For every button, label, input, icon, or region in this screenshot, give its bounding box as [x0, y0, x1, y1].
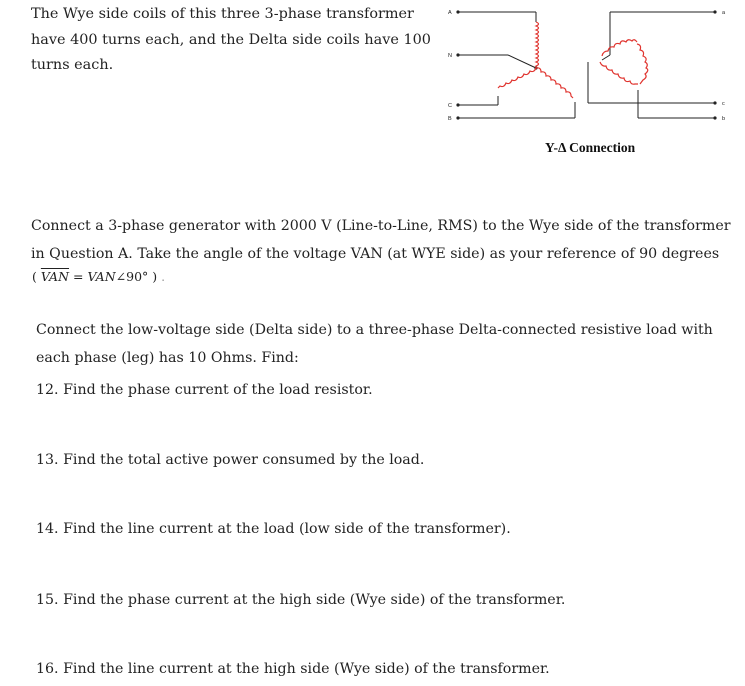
- question-13: 13. Find the total active power consumed by the load.: [36, 452, 425, 468]
- delta-coil-bottom: [600, 62, 638, 84]
- label-c-lower: c: [722, 101, 725, 107]
- intro-paragraph: [31, 2, 431, 79]
- label-b-lower: b: [722, 116, 726, 122]
- question-12: 12. Find the phase current of the load resistor.: [36, 382, 373, 398]
- wye-coil-a: [536, 22, 539, 68]
- label-a-upper: A: [448, 10, 452, 16]
- delta-coil-right: [637, 44, 648, 84]
- formula-close-paren: ): [152, 269, 158, 284]
- label-a-lower: a: [722, 10, 726, 16]
- terminal-n-dot: [456, 53, 459, 56]
- intro-line-1: The Wye side coils of this three 3-phase transformer: [31, 6, 414, 22]
- terminal-c-dot: [456, 103, 459, 106]
- formula-rhs: VAN: [87, 269, 116, 284]
- question-16: 16. Find the line current at the high side (Wye side) of the transformer.: [36, 661, 550, 677]
- terminal-a-dot: [456, 10, 459, 13]
- generator-line-1: Connect a 3-phase generator with 2000 V (Line-to-Line, RMS) to the Wye side of the transformer: [31, 218, 731, 234]
- diagram-caption: Y-Δ Connection: [545, 140, 636, 155]
- formula-period: .: [161, 269, 166, 284]
- wye-coil-b: [536, 68, 573, 98]
- wye-delta-diagram: [440, 0, 740, 132]
- generator-paragraph: [31, 213, 731, 268]
- question-15: 15. Find the phase current at the high side (Wye side) of the transformer.: [36, 592, 566, 608]
- terminal-a-low-dot: [713, 10, 716, 13]
- formula-angle: ∠90°: [115, 269, 149, 284]
- load-line-2: each phase (leg) has 10 Ohms. Find:: [36, 349, 299, 366]
- reference-formula: [32, 269, 165, 284]
- formula-equals: =: [73, 269, 84, 284]
- delta-coil-top: [602, 40, 637, 56]
- intro-line-3: turns each.: [31, 57, 114, 73]
- formula-lhs: $\overline{VAN}$: [40, 269, 70, 284]
- intro-line-2: have 400 turns each, and the Delta side coils have 100: [31, 31, 431, 48]
- formula-open-paren: (: [32, 269, 37, 284]
- terminal-b-dot: [456, 116, 459, 119]
- question-14: 14. Find the line current at the load (low side of the transformer).: [36, 521, 511, 537]
- terminal-b-low-dot: [713, 116, 716, 119]
- label-c-upper: C: [448, 103, 452, 109]
- load-line-1: Connect the low-voltage side (Delta side) to a three-phase Delta-connected resistive load with: [36, 322, 713, 338]
- wye-coil-c: [498, 68, 536, 88]
- generator-line-2: in Question A. Take the angle of the voltage VAN (at WYE side) as your reference of 90 degrees: [31, 245, 720, 262]
- label-b-upper: B: [448, 116, 452, 122]
- label-n: N: [448, 53, 452, 59]
- terminal-c-low-dot: [713, 101, 716, 104]
- load-paragraph: [36, 317, 713, 372]
